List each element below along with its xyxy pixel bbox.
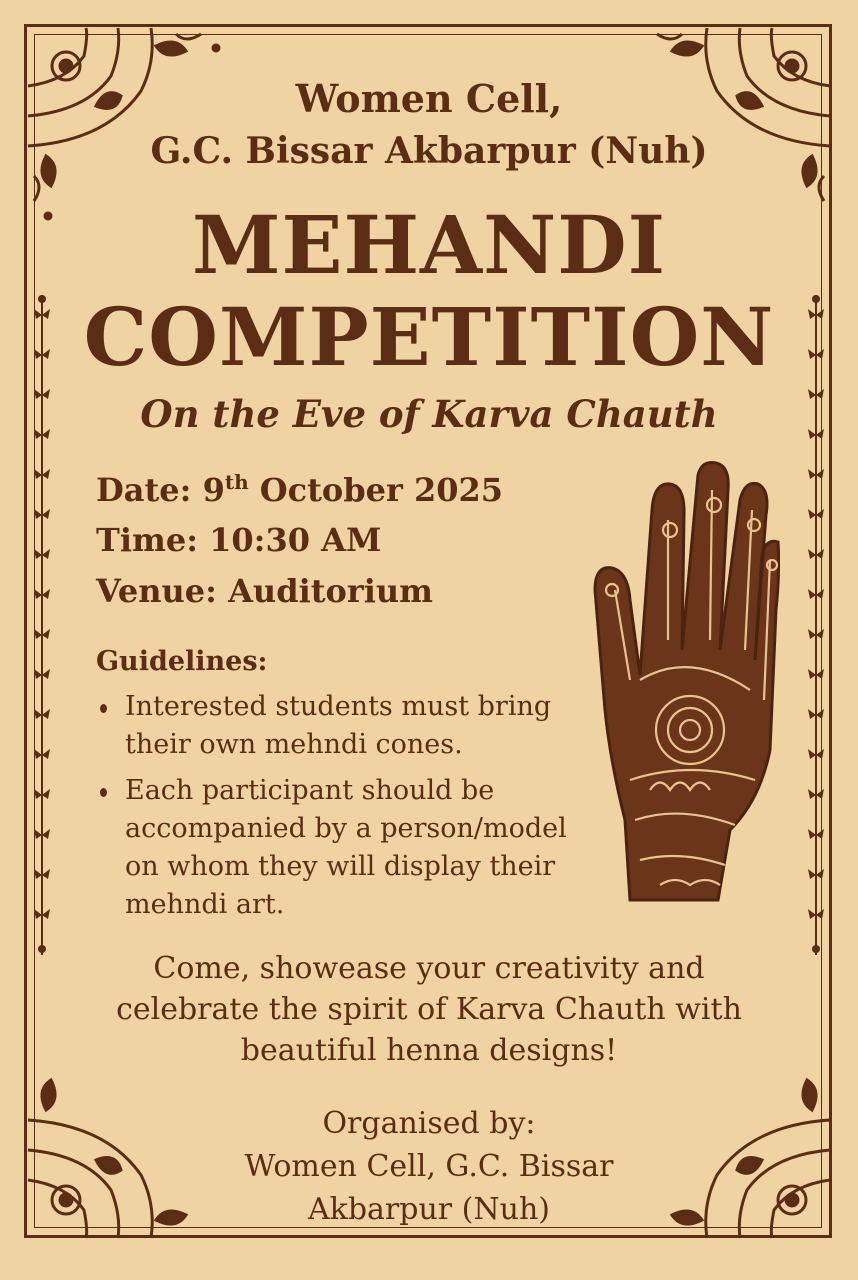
date-row <box>96 470 503 509</box>
event-subtitle: On the Eve of Karva Chauth <box>140 392 718 436</box>
corner-mandala-icon <box>632 26 832 226</box>
organiser-block <box>0 1102 858 1231</box>
henna-hand-icon <box>590 460 780 910</box>
organiser-line1: Women Cell, G.C. Bissar <box>244 1149 614 1184</box>
guideline-text: Each participant should be accompanied by a person/model on whom they will display their mehndi art. <box>125 775 567 920</box>
guidelines-heading: Guidelines: <box>96 646 268 677</box>
guideline-text: Interested students must bring their own mehndi cones. <box>125 691 552 760</box>
organiser-line2: Akbarpur (Nuh) <box>308 1192 550 1227</box>
venue-value: Auditorium <box>228 572 433 610</box>
organiser-heading-line2: G.C. Bissar Akbarpur (Nuh) <box>150 130 708 172</box>
date-suffix: th <box>224 470 249 494</box>
bullet-icon <box>100 704 107 713</box>
organiser-heading-line1: Women Cell, <box>295 76 563 121</box>
closing-line2: celebrate the spirit of Karva Chauth with <box>116 992 742 1027</box>
time-row <box>96 521 381 559</box>
closing-line1: Come, showease your creativity and <box>153 951 705 986</box>
date-rest: October 2025 <box>259 471 504 509</box>
time-label: Time: <box>96 521 198 559</box>
time-value: 10:30 AM <box>209 521 382 559</box>
closing-message <box>0 948 858 1071</box>
corner-mandala-icon <box>26 26 226 226</box>
closing-line3: beautiful henna designs! <box>240 1033 618 1068</box>
event-title-line2: COMPETITION <box>83 290 775 384</box>
venue-row <box>96 572 433 610</box>
date-label: Date: <box>96 471 192 509</box>
event-title-line1: MEHANDI <box>191 198 667 292</box>
date-day: 9 <box>202 471 225 509</box>
venue-label: Venue: <box>96 572 217 610</box>
organised-by-label: Organised by: <box>322 1106 536 1141</box>
bullet-icon <box>100 788 107 797</box>
